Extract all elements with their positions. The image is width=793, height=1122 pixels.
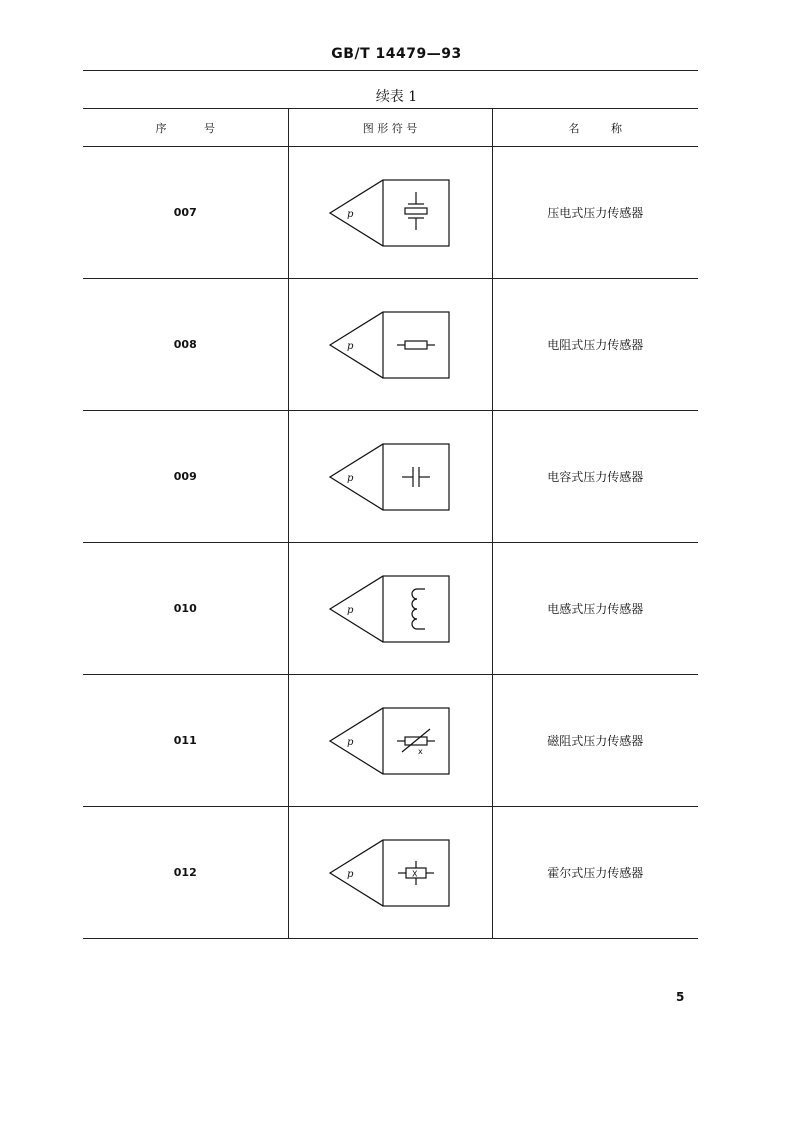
table-row: [83, 279, 698, 411]
column-header-seq: 序 号: [83, 109, 288, 147]
table-row: [83, 411, 698, 543]
magnetic-mark: x: [418, 746, 423, 756]
capacitive-pressure-sensor-symbol: [329, 443, 451, 511]
row-name: 霍尔式压力传感器: [492, 807, 698, 939]
symbol-table: [83, 108, 698, 939]
piezoelectric-pressure-sensor-symbol: [329, 179, 451, 247]
magnetoresistive-pressure-sensor-symbol: [329, 707, 451, 775]
pressure-label: p: [347, 208, 354, 220]
symbol-cell: [288, 147, 492, 279]
pressure-label: p: [347, 604, 354, 616]
row-name: 电容式压力传感器: [492, 411, 698, 543]
symbol-cell: [288, 543, 492, 675]
table-row: [83, 675, 698, 807]
table-caption: 续表 1: [375, 89, 418, 105]
row-seq: 007: [83, 147, 288, 279]
table-row: [83, 147, 698, 279]
symbol-cell: [288, 807, 492, 939]
row-seq: 010: [83, 543, 288, 675]
page-number: 5: [676, 990, 685, 1004]
resistive-pressure-sensor-symbol: [329, 311, 451, 379]
table-header-row: [83, 109, 698, 147]
row-seq: 012: [83, 807, 288, 939]
table-row: [83, 543, 698, 675]
standard-id-header: GB/T 14479—93: [331, 46, 462, 62]
pressure-label: p: [347, 868, 354, 880]
row-seq: 008: [83, 279, 288, 411]
inductive-pressure-sensor-symbol: [329, 575, 451, 643]
pressure-label: p: [347, 340, 354, 352]
symbol-cell: [288, 675, 492, 807]
row-name: 磁阻式压力传感器: [492, 675, 698, 807]
row-seq: 011: [83, 675, 288, 807]
header-rule: [83, 70, 698, 71]
column-header-name: 名 称: [492, 109, 698, 147]
symbol-cell: [288, 411, 492, 543]
column-header-symbol: 图 形 符 号: [288, 109, 492, 147]
hall-pressure-sensor-symbol: [329, 839, 451, 907]
hall-mark: X: [412, 869, 418, 878]
row-name: 压电式压力传感器: [492, 147, 698, 279]
pressure-label: p: [347, 736, 354, 748]
row-name: 电阻式压力传感器: [492, 279, 698, 411]
symbol-cell: [288, 279, 492, 411]
pressure-label: p: [347, 472, 354, 484]
row-name: 电感式压力传感器: [492, 543, 698, 675]
table-row: [83, 807, 698, 939]
row-seq: 009: [83, 411, 288, 543]
